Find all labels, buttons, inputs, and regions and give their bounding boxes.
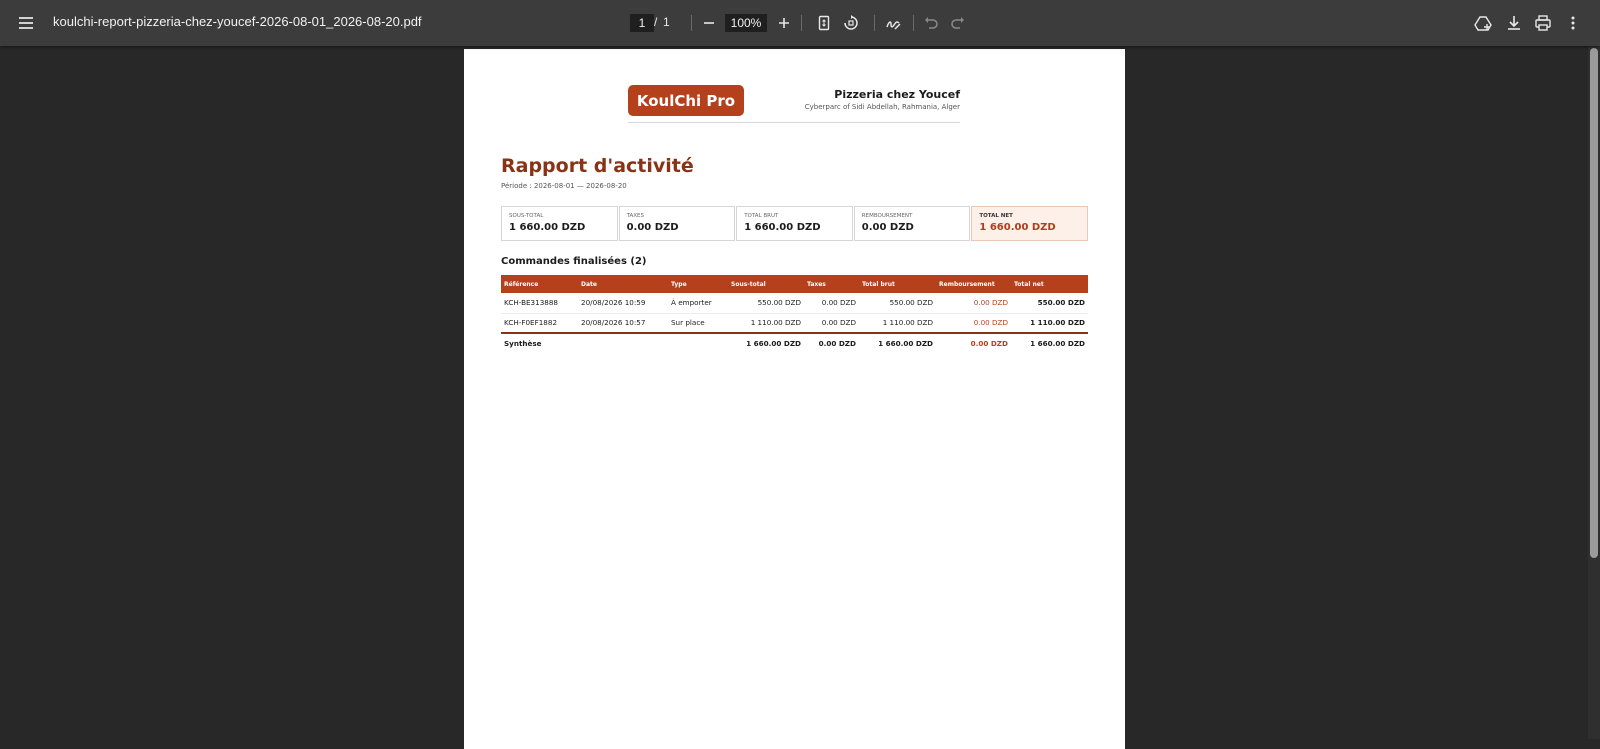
table-row — [501, 293, 1088, 313]
card-label: TOTAL BRUT — [744, 213, 779, 219]
order-gross-total: 1 110.00 DZD — [859, 313, 936, 333]
order-date: 20/08/2026 10:59 — [578, 293, 668, 313]
order-gross-total: 550.00 DZD — [859, 293, 936, 313]
card-label: TOTAL NET — [979, 213, 1013, 219]
summary-card-sous-total — [501, 206, 618, 241]
order-subtotal: 1 110.00 DZD — [728, 313, 804, 333]
total-taxes: 0.00 DZD — [804, 333, 859, 352]
card-value: 0.00 DZD — [861, 222, 914, 233]
zoom-input[interactable] — [725, 14, 767, 32]
summary-cards — [501, 206, 1088, 241]
column-header: Remboursement — [936, 275, 1011, 293]
column-header: Sous-total — [728, 275, 804, 293]
total-subtotal: 1 660.00 DZD — [728, 333, 804, 352]
column-header: Total brut — [859, 275, 936, 293]
table-header-row — [501, 275, 1088, 293]
business-address: Cyberparc of Sidi Abdellah, Rahmania, Alger — [804, 103, 960, 111]
summary-card-taxes — [619, 206, 736, 241]
scrollbar-thumb[interactable] — [1590, 48, 1598, 558]
pdf-viewer-toolbar — [0, 0, 1600, 46]
order-subtotal: 550.00 DZD — [728, 293, 804, 313]
pdf-page — [464, 49, 1125, 749]
print-icon[interactable] — [1529, 9, 1557, 37]
document-filename: koulchi-report-pizzeria-chez-youcef-2026-08-01_2026-08-20.pdf — [53, 14, 422, 29]
order-refund: 0.00 DZD — [936, 313, 1011, 333]
card-value: 0.00 DZD — [626, 222, 679, 233]
column-header: Référence — [501, 275, 578, 293]
total-gross-total: 1 660.00 DZD — [859, 333, 936, 352]
download-icon[interactable] — [1500, 9, 1528, 37]
column-header: Date — [578, 275, 668, 293]
column-header: Taxes — [804, 275, 859, 293]
total-row-label: Synthèse — [501, 333, 728, 352]
report-title: Rapport d'activité — [501, 155, 694, 177]
card-label: SOUS-TOTAL — [509, 213, 544, 219]
business-name: Pizzeria chez Youcef — [834, 88, 960, 101]
report-period: Période : 2026-08-01 — 2026-08-20 — [501, 182, 627, 190]
toolbar-divider — [913, 15, 914, 31]
order-taxes: 0.00 DZD — [804, 313, 859, 333]
redo-icon[interactable] — [944, 9, 972, 37]
column-header: Type — [668, 275, 728, 293]
add-to-drive-icon[interactable] — [1469, 9, 1497, 37]
card-label: TAXES — [626, 213, 645, 219]
total-refund: 0.00 DZD — [936, 333, 1011, 352]
page-number-input[interactable] — [630, 14, 654, 32]
order-reference: KCH-BE313888 — [501, 293, 578, 313]
report-header — [628, 85, 960, 123]
undo-icon[interactable] — [917, 9, 945, 37]
card-label: REMBOURSEMENT — [861, 213, 913, 219]
pen-icon[interactable] — [879, 9, 907, 37]
card-value: 1 660.00 DZD — [979, 222, 1056, 233]
rotate-icon[interactable] — [837, 9, 865, 37]
brand-logo: KoulChi Pro — [628, 85, 744, 116]
card-value: 1 660.00 DZD — [744, 222, 821, 233]
orders-table — [501, 275, 1088, 352]
plus-icon[interactable] — [770, 9, 798, 37]
column-header: Total net — [1011, 275, 1088, 293]
menu-icon[interactable] — [12, 9, 40, 37]
summary-card-total-brut — [736, 206, 853, 241]
page-total: 1 — [663, 15, 670, 29]
order-refund: 0.00 DZD — [936, 293, 1011, 313]
orders-section-title: Commandes finalisées (2) — [501, 256, 647, 267]
order-taxes: 0.00 DZD — [804, 293, 859, 313]
order-type: À emporter — [668, 293, 728, 313]
table-total-row — [501, 333, 1088, 352]
toolbar-divider — [874, 15, 875, 31]
table-row — [501, 313, 1088, 333]
card-value: 1 660.00 DZD — [509, 222, 586, 233]
order-net-total: 550.00 DZD — [1011, 293, 1088, 313]
summary-card-remboursement — [854, 206, 971, 241]
summary-card-total-net — [971, 206, 1088, 241]
order-net-total: 1 110.00 DZD — [1011, 313, 1088, 333]
vertical-scrollbar[interactable] — [1588, 46, 1600, 739]
order-date: 20/08/2026 10:57 — [578, 313, 668, 333]
more-vertical-icon[interactable] — [1559, 9, 1587, 37]
page-separator: / — [654, 15, 658, 29]
toolbar-divider — [691, 15, 692, 31]
order-type: Sur place — [668, 313, 728, 333]
minus-icon[interactable] — [695, 9, 723, 37]
order-reference: KCH-F0EF1882 — [501, 313, 578, 333]
toolbar-divider — [801, 15, 802, 31]
fit-page-icon[interactable] — [810, 9, 838, 37]
total-net-total: 1 660.00 DZD — [1011, 333, 1088, 352]
